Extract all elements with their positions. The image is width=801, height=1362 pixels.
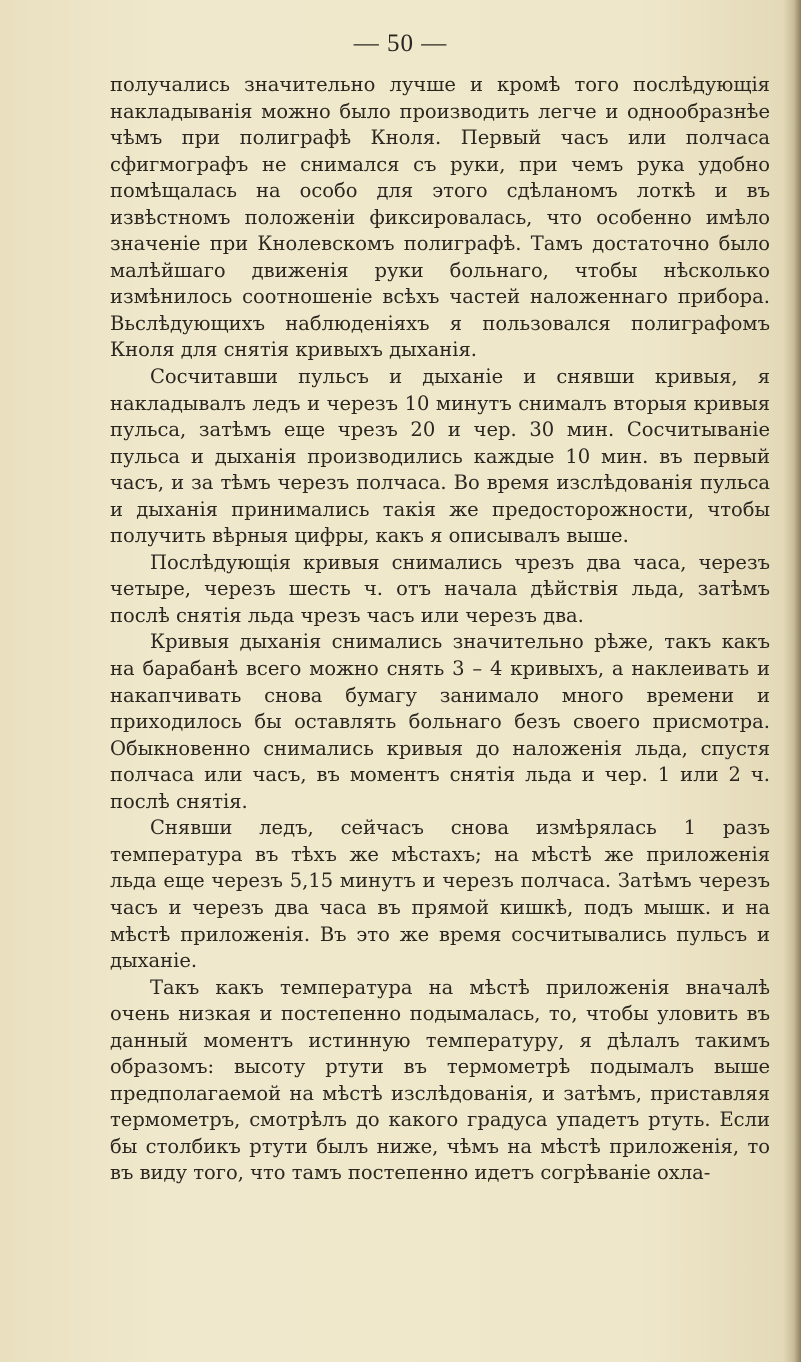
page-edge-shadow bbox=[783, 0, 801, 1362]
body-text bbox=[110, 72, 770, 1187]
paragraph: Послѣдующія кривыя снимались чрезъ два часа, черезъ четыре, черезъ шесть ч. отъ начала дѣйствія льда, затѣмъ послѣ снятія льда чрезъ часъ или черезъ два. bbox=[110, 550, 770, 627]
paragraph: Сосчитавши пульсъ и дыханіе и снявши кривыя, я накладывалъ ледъ и черезъ 10 минутъ снималъ вторыя кривыя пульса, затѣмъ еще чрезъ 20 и чер. 30 мин. Сосчитываніе пульса и дыханія производились каждые 10 мин. въ первый часъ, и за тѣмъ черезъ полчаса. Во время изслѣдованія пульса и дыханія принимались такія же предосторожности, чтобы получить вѣрныя цифры, какъ я описывалъ выше. bbox=[110, 365, 770, 548]
paragraph: Кривыя дыханія снимались значительно рѣже, такъ какъ на барабанѣ всего можно снять 3 – 4 кривыхъ, а наклеивать и накапчивать снова бумагу занимало много времени и приходилось бы оставлять больнаго безъ своего присмотра. Обыкновенно снимались кривыя до наложенія льда, спустя полчаса или часъ, въ моментъ снятія льда и чер. 1 или 2 ч. послѣ снятія. bbox=[110, 630, 770, 813]
paragraph: Такъ какъ температура на мѣстѣ приложенія вначалѣ очень низкая и постепенно подымалась, то, чтобы уловить въ данный моментъ истинную температуру, я дѣлалъ такимъ образомъ: высоту ртути въ термометрѣ подымалъ выше предполагаемой на мѣстѣ изслѣдованія, и затѣмъ, приставляя термометръ, смотрѣлъ до какого градуса упадетъ ртуть. Если бы столбикъ ртути былъ ниже, чѣмъ на мѣстѣ приложенія, то въ виду того, что тамъ постепенно идетъ согрѣваніе охла- bbox=[110, 975, 770, 1185]
page-number: — 50 — bbox=[353, 30, 448, 57]
paragraph-continuation: получались значительно лучше и кромѣ того послѣдующія накладыванія можно было производить легче и однообразнѣе чѣмъ при полиграфѣ Кноля. Первый часъ или полчаса сфигмографъ не снимался съ руки, при чемъ рука удобно помѣщалась на особо для этого сдѣланомъ лоткѣ и въ извѣстномъ положеніи фиксировалась, что особенно имѣло значеніе при Кнолевскомъ полиграфѣ. Тамъ достаточно было малѣйшаго движенія руки больнаго, чтобы нѣсколько измѣнилось соотношеніе всѣхъ частей наложеннаго прибора. Вьслѣдующихъ наблюденіяхъ я пользовался полиграфомъ Кноля для снятія кривыхъ дыханія. bbox=[110, 73, 770, 362]
paragraph: Снявши ледъ, сейчасъ снова измѣрялась 1 разъ температура въ тѣхъ же мѣстахъ; на мѣстѣ же приложенія льда еще черезъ 5,15 минутъ и черезъ полчаса. Затѣмъ черезъ часъ и черезъ два часа въ прямой кишкѣ, подъ мышк. и на мѣстѣ приложенія. Въ это же время сосчитывались пульсъ и дыханіе. bbox=[110, 816, 770, 973]
